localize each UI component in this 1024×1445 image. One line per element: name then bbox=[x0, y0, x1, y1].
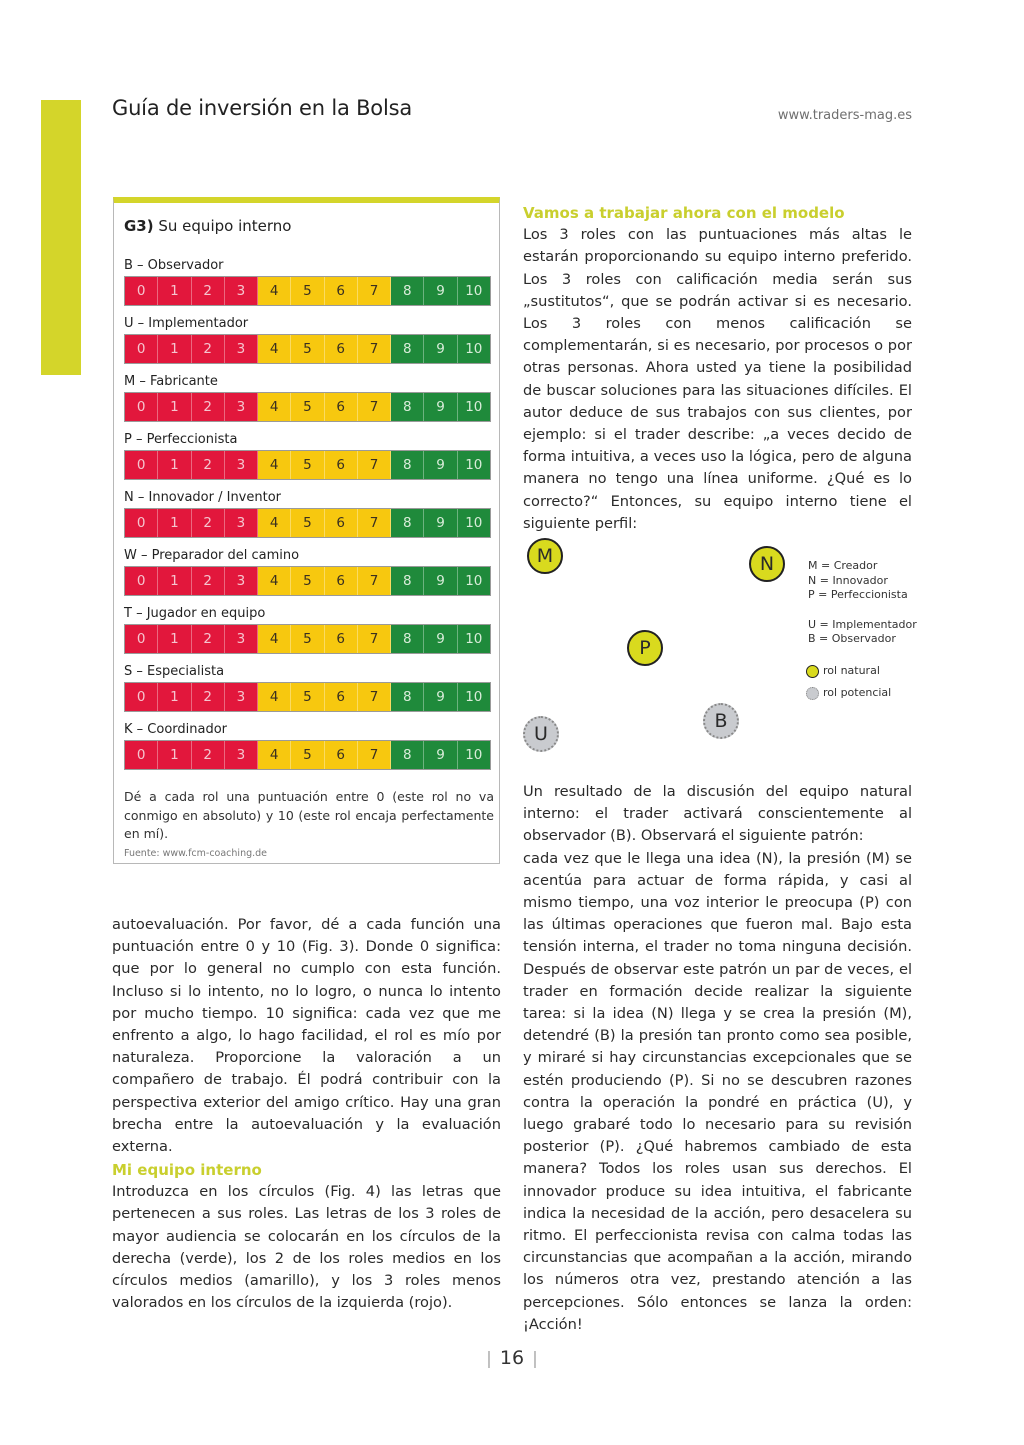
rating-cell[interactable]: 7 bbox=[358, 335, 391, 363]
role-scale-row bbox=[124, 604, 491, 654]
rating-cell[interactable]: 3 bbox=[225, 393, 258, 421]
rating-cell[interactable]: 4 bbox=[258, 567, 291, 595]
rating-cell[interactable]: 5 bbox=[291, 567, 324, 595]
figure-title-text: Su equipo interno bbox=[158, 217, 292, 235]
rating-cell[interactable]: 10 bbox=[458, 741, 490, 769]
rating-cell[interactable]: 6 bbox=[325, 335, 358, 363]
section-heading: Vamos a trabajar ahora con el modelo bbox=[523, 204, 845, 222]
rating-cell[interactable]: 0 bbox=[125, 741, 158, 769]
figure-caption: Dé a cada rol una puntuación entre 0 (este rol no va conmigo en absoluto) y 10 (este rol encaja perfectamente en mí). bbox=[124, 789, 494, 841]
role-label: B – Observador bbox=[124, 258, 224, 273]
rating-cell[interactable]: 2 bbox=[192, 625, 225, 653]
divider: | bbox=[486, 1349, 492, 1369]
figure-source: Fuente: www.fcm-coaching.de bbox=[124, 848, 268, 859]
rating-cell[interactable]: 10 bbox=[458, 509, 490, 537]
legend-line: P = Perfeccionista bbox=[808, 588, 908, 601]
rating-cell[interactable]: 5 bbox=[291, 683, 324, 711]
role-circle-n: N bbox=[749, 546, 785, 582]
natural-role-legend-icon bbox=[806, 665, 819, 678]
rating-cell[interactable]: 10 bbox=[458, 277, 490, 305]
rating-cell[interactable]: 6 bbox=[325, 741, 358, 769]
rating-cell[interactable]: 3 bbox=[225, 509, 258, 537]
rating-cell[interactable]: 6 bbox=[325, 393, 358, 421]
rating-cell[interactable]: 8 bbox=[391, 741, 424, 769]
rating-cell[interactable]: 5 bbox=[291, 451, 324, 479]
legend-potential-label: rol potencial bbox=[823, 686, 892, 699]
potential-role-legend-icon bbox=[806, 687, 819, 700]
rating-cell[interactable]: 0 bbox=[125, 335, 158, 363]
role-scale-row bbox=[124, 430, 491, 480]
rating-cell[interactable]: 5 bbox=[291, 625, 324, 653]
rating-cell[interactable]: 1 bbox=[158, 741, 191, 769]
rating-cell[interactable]: 3 bbox=[225, 683, 258, 711]
rating-scale bbox=[124, 682, 491, 712]
rating-scale bbox=[124, 624, 491, 654]
rating-scale bbox=[124, 508, 491, 538]
rating-cell[interactable]: 0 bbox=[125, 567, 158, 595]
rating-cell[interactable]: 7 bbox=[358, 451, 391, 479]
role-scale-row bbox=[124, 546, 491, 596]
rating-cell[interactable]: 5 bbox=[291, 277, 324, 305]
rating-cell[interactable]: 9 bbox=[424, 393, 457, 421]
figure-g3-box bbox=[113, 197, 500, 864]
role-label: T – Jugador en equipo bbox=[124, 606, 266, 621]
rating-scale bbox=[124, 392, 491, 422]
rating-cell[interactable]: 4 bbox=[258, 277, 291, 305]
role-circle-b: B bbox=[703, 703, 739, 739]
role-scale-row bbox=[124, 720, 491, 770]
role-circle-m: M bbox=[527, 538, 563, 574]
role-label: S – Especialista bbox=[124, 664, 225, 679]
section-mi-equipo-interno bbox=[112, 1159, 501, 1314]
rating-cell[interactable]: 5 bbox=[291, 335, 324, 363]
rating-cell[interactable]: 8 bbox=[391, 625, 424, 653]
rating-cell[interactable]: 10 bbox=[458, 625, 490, 653]
rating-cell[interactable]: 9 bbox=[424, 509, 457, 537]
rating-cell[interactable]: 7 bbox=[358, 567, 391, 595]
left-column-paragraph-1: autoevaluación. Por favor, dé a cada función una puntuación entre 0 y 10 (Fig. 3). Donde 0 significa: que por lo general no cumplo con esta función. Incluso si lo intento, no lo logro, o nunca lo intento por mucho tiempo. 10 significa: cada vez que me enfrento a algo, lo hago facilidad, el rol es mío por naturaleza. Proporcione la valoración a un compañero de trabajo. Él podrá contribuir con la perspectiva exterior del amigo crítico. Hay una gran brecha entre la autoevaluación y la evaluación externa. bbox=[112, 916, 501, 1156]
accent-side-bar bbox=[41, 100, 81, 375]
rating-cell[interactable]: 7 bbox=[358, 741, 391, 769]
rating-cell[interactable]: 9 bbox=[424, 741, 457, 769]
rating-cell[interactable]: 2 bbox=[192, 277, 225, 305]
rating-cell[interactable]: 8 bbox=[391, 277, 424, 305]
role-scale-row bbox=[124, 256, 491, 306]
rating-cell[interactable]: 2 bbox=[192, 509, 225, 537]
team-profile-diagram bbox=[515, 525, 925, 765]
role-label: W – Preparador del camino bbox=[124, 548, 300, 563]
page-number: | 16 | bbox=[478, 1347, 546, 1369]
rating-cell[interactable]: 7 bbox=[358, 393, 391, 421]
rating-cell[interactable]: 4 bbox=[258, 741, 291, 769]
rating-cell[interactable]: 2 bbox=[192, 567, 225, 595]
rating-cell[interactable]: 10 bbox=[458, 335, 490, 363]
legend-line: B = Observador bbox=[808, 632, 896, 645]
rating-cell[interactable]: 1 bbox=[158, 567, 191, 595]
role-scale-row bbox=[124, 488, 491, 538]
right-column-paragraph-1: Los 3 roles con las puntuaciones más altas le estarán proporcionando su equipo interno preferido. Los 3 roles con calificación media serán sus „sustitutos“, que se podrán activar si es necesario. Los 3 roles con menos calificación se complementarán, si es necesario, por procesos o por otras personas. Ahora usted ya tiene la posibilidad de buscar soluciones para las situaciones difíciles. El autor deduce de sus trabajos con sus clientes, por ejemplo: si el trader describe: „a veces decido de forma intuitiva, a veces uso la lógica, pero de alguna manera no tengo una línea uniforme. ¿Qué es lo correcto?“ Entonces, su equipo interno tiene el siguiente perfil: bbox=[523, 226, 912, 532]
rating-cell[interactable]: 7 bbox=[358, 683, 391, 711]
rating-cell[interactable]: 6 bbox=[325, 451, 358, 479]
rating-cell[interactable]: 1 bbox=[158, 509, 191, 537]
rating-cell[interactable]: 10 bbox=[458, 451, 490, 479]
rating-cell[interactable]: 3 bbox=[225, 451, 258, 479]
rating-cell[interactable]: 8 bbox=[391, 393, 424, 421]
section-heading: Mi equipo interno bbox=[112, 1161, 262, 1179]
rating-scale bbox=[124, 276, 491, 306]
rating-cell[interactable]: 5 bbox=[291, 509, 324, 537]
rating-scale bbox=[124, 450, 491, 480]
right-column-paragraph-3: cada vez que le llega una idea (N), la presión (M) se acentúa para actuar de forma rápida, y casi al mismo tiempo, una voz interior le preocupa (P) con las últimas operaciones que fueron mal. Bajo esta tensión interna, el trader no toma ninguna decisión. Después de observar este patrón un par de veces, el trader en formación decide realizar la siguiente tarea: si la idea (N) llega y se crea la presión (M), detendré (B) la presión tan pronto como sea posible, y miraré si hay circunstancias excepcionales que se estén produciendo (P). Si no se descubren razones contra la operación la pondré en práctica (U), y luego grabaré todo lo necesario para su revisión posterior (P). ¿Qué habremos cambiado de esta manera? Todos los roles usan sus derechos. El innovador produce su idea intuitiva, el fabricante indica la necesidad de la acción, pero desacelera su ritmo. El perfeccionista revisa con calma todas las circunstancias que acompañan a la acción, mirando los números otra vez, prestando atención a las percepciones. Sólo entonces se lanza la orden: ¡Acción! bbox=[523, 849, 912, 1333]
rating-cell[interactable]: 0 bbox=[125, 393, 158, 421]
role-scale-row bbox=[124, 372, 491, 422]
rating-cell[interactable]: 8 bbox=[391, 683, 424, 711]
right-column-paragraph-2: Un resultado de la discusión del equipo natural interno: el trader activará conscientemente al observador (B). Observará el siguiente patrón: bbox=[523, 783, 912, 845]
rating-cell[interactable]: 1 bbox=[158, 393, 191, 421]
rating-cell[interactable]: 7 bbox=[358, 509, 391, 537]
rating-cell[interactable]: 8 bbox=[391, 509, 424, 537]
rating-cell[interactable]: 1 bbox=[158, 625, 191, 653]
rating-cell[interactable]: 5 bbox=[291, 741, 324, 769]
rating-cell[interactable]: 3 bbox=[225, 335, 258, 363]
rating-cell[interactable]: 9 bbox=[424, 277, 457, 305]
rating-cell[interactable]: 7 bbox=[358, 277, 391, 305]
rating-cell[interactable]: 4 bbox=[258, 451, 291, 479]
role-label: P – Perfeccionista bbox=[124, 432, 238, 447]
legend-line: M = Creador bbox=[808, 559, 878, 572]
role-scale-row bbox=[124, 314, 491, 364]
legend-line: N = Innovador bbox=[808, 574, 888, 587]
rating-cell[interactable]: 4 bbox=[258, 625, 291, 653]
rating-cell[interactable]: 3 bbox=[225, 277, 258, 305]
rating-scale bbox=[124, 566, 491, 596]
rating-cell[interactable]: 6 bbox=[325, 683, 358, 711]
left-column-paragraph-2: Introduzca en los círculos (Fig. 4) las letras que pertenecen a sus roles. Las letras de los 3 roles de mayor audiencia se colocarán en los círculos de la derecha (verde), los 2 de los roles medios en los círculos medios (amarillo), y los 3 roles menos valorados en los círculos de la izquierda (rojo). bbox=[112, 1183, 501, 1312]
rating-cell[interactable]: 0 bbox=[125, 625, 158, 653]
rating-cell[interactable]: 9 bbox=[424, 567, 457, 595]
header-website-link[interactable]: www.traders-mag.es bbox=[777, 108, 912, 123]
rating-scale bbox=[124, 740, 491, 770]
rating-cell[interactable]: 9 bbox=[424, 683, 457, 711]
figure-label: G3) bbox=[124, 217, 154, 235]
section-vamos-a-trabajar bbox=[523, 202, 912, 535]
legend-natural-label: rol natural bbox=[823, 664, 880, 677]
rating-cell[interactable]: 2 bbox=[192, 393, 225, 421]
rating-cell[interactable]: 10 bbox=[458, 393, 490, 421]
rating-cell[interactable]: 1 bbox=[158, 451, 191, 479]
rating-cell[interactable]: 0 bbox=[125, 277, 158, 305]
rating-cell[interactable]: 6 bbox=[325, 625, 358, 653]
rating-cell[interactable]: 3 bbox=[225, 567, 258, 595]
rating-cell[interactable]: 9 bbox=[424, 451, 457, 479]
rating-cell[interactable]: 8 bbox=[391, 335, 424, 363]
role-label: N – Innovador / Inventor bbox=[124, 490, 282, 505]
divider: | bbox=[532, 1349, 538, 1369]
rating-cell[interactable]: 4 bbox=[258, 335, 291, 363]
role-circle-p: P bbox=[627, 630, 663, 666]
rating-cell[interactable]: 2 bbox=[192, 683, 225, 711]
rating-cell[interactable]: 3 bbox=[225, 625, 258, 653]
page-header-title: Guía de inversión en la Bolsa bbox=[112, 96, 413, 120]
rating-cell[interactable]: 2 bbox=[192, 451, 225, 479]
rating-cell[interactable]: 3 bbox=[225, 741, 258, 769]
rating-cell[interactable]: 2 bbox=[192, 741, 225, 769]
legend-line: U = Implementador bbox=[808, 618, 917, 631]
rating-cell[interactable]: 1 bbox=[158, 335, 191, 363]
rating-cell[interactable]: 7 bbox=[358, 625, 391, 653]
role-circle-u: U bbox=[523, 716, 559, 752]
rating-cell[interactable]: 2 bbox=[192, 335, 225, 363]
rating-cell[interactable]: 9 bbox=[424, 625, 457, 653]
rating-scale bbox=[124, 334, 491, 364]
rating-cell[interactable]: 8 bbox=[391, 451, 424, 479]
rating-cell[interactable]: 5 bbox=[291, 393, 324, 421]
rating-cell[interactable]: 8 bbox=[391, 567, 424, 595]
rating-cell[interactable]: 1 bbox=[158, 683, 191, 711]
figure-title bbox=[124, 217, 291, 235]
role-label: K – Coordinador bbox=[124, 722, 228, 737]
rating-cell[interactable]: 9 bbox=[424, 335, 457, 363]
role-label: M – Fabricante bbox=[124, 374, 218, 389]
rating-cell[interactable]: 10 bbox=[458, 683, 490, 711]
rating-cell[interactable]: 4 bbox=[258, 683, 291, 711]
role-scale-row bbox=[124, 662, 491, 712]
rating-cell[interactable]: 4 bbox=[258, 509, 291, 537]
rating-cell[interactable]: 4 bbox=[258, 393, 291, 421]
role-label: U – Implementador bbox=[124, 316, 249, 331]
rating-cell[interactable]: 1 bbox=[158, 277, 191, 305]
rating-cell[interactable]: 6 bbox=[325, 509, 358, 537]
rating-cell[interactable]: 6 bbox=[325, 277, 358, 305]
rating-cell[interactable]: 0 bbox=[125, 451, 158, 479]
rating-cell[interactable]: 10 bbox=[458, 567, 490, 595]
rating-cell[interactable]: 0 bbox=[125, 683, 158, 711]
rating-cell[interactable]: 6 bbox=[325, 567, 358, 595]
right-column-body bbox=[523, 781, 912, 1336]
rating-cell[interactable]: 0 bbox=[125, 509, 158, 537]
